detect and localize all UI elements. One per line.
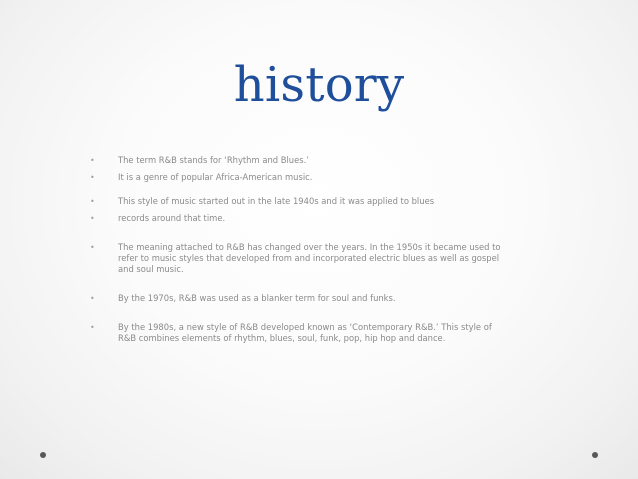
bullet-icon: • — [90, 173, 95, 182]
bullet-item — [90, 213, 550, 224]
bullet-list — [90, 155, 550, 344]
bullet-icon: • — [90, 294, 95, 303]
bullet-item — [90, 242, 550, 275]
slide-title: history — [233, 57, 405, 113]
bullet-text: It is a genre of popular Africa-American music. — [118, 172, 313, 182]
bullet-text: The meaning attached to R&B has changed over the years. In the 1950s it became used to refer to music styles that developed from and incorporated electric blues as well as gospel and soul music. — [118, 242, 501, 274]
bullet-icon: • — [90, 197, 95, 206]
bullet-item — [90, 196, 550, 207]
bullet-item — [90, 155, 550, 166]
bullet-item — [90, 172, 550, 183]
bullet-text: records around that time. — [118, 213, 226, 223]
bullet-item — [90, 322, 550, 344]
bullet-icon: • — [90, 214, 95, 223]
left-dot-icon — [40, 452, 46, 458]
bullet-item — [90, 293, 550, 304]
bullet-icon: • — [90, 323, 95, 332]
bullet-icon: • — [90, 243, 95, 252]
right-dot-icon — [592, 452, 598, 458]
bullet-text: The term R&B stands for ‘Rhythm and Blues.’ — [118, 155, 309, 165]
bullet-icon: • — [90, 156, 95, 165]
bullet-text: By the 1980s, a new style of R&B developed known as ‘Contemporary R&B.’ This style of R&B combines elements of rhythm, blues, soul, funk, pop, hip hop and dance. — [118, 322, 492, 343]
bullet-text: This style of music started out in the late 1940s and it was applied to blues — [118, 196, 435, 206]
bullet-text: By the 1970s, R&B was used as a blanker term for soul and funks. — [118, 293, 396, 303]
